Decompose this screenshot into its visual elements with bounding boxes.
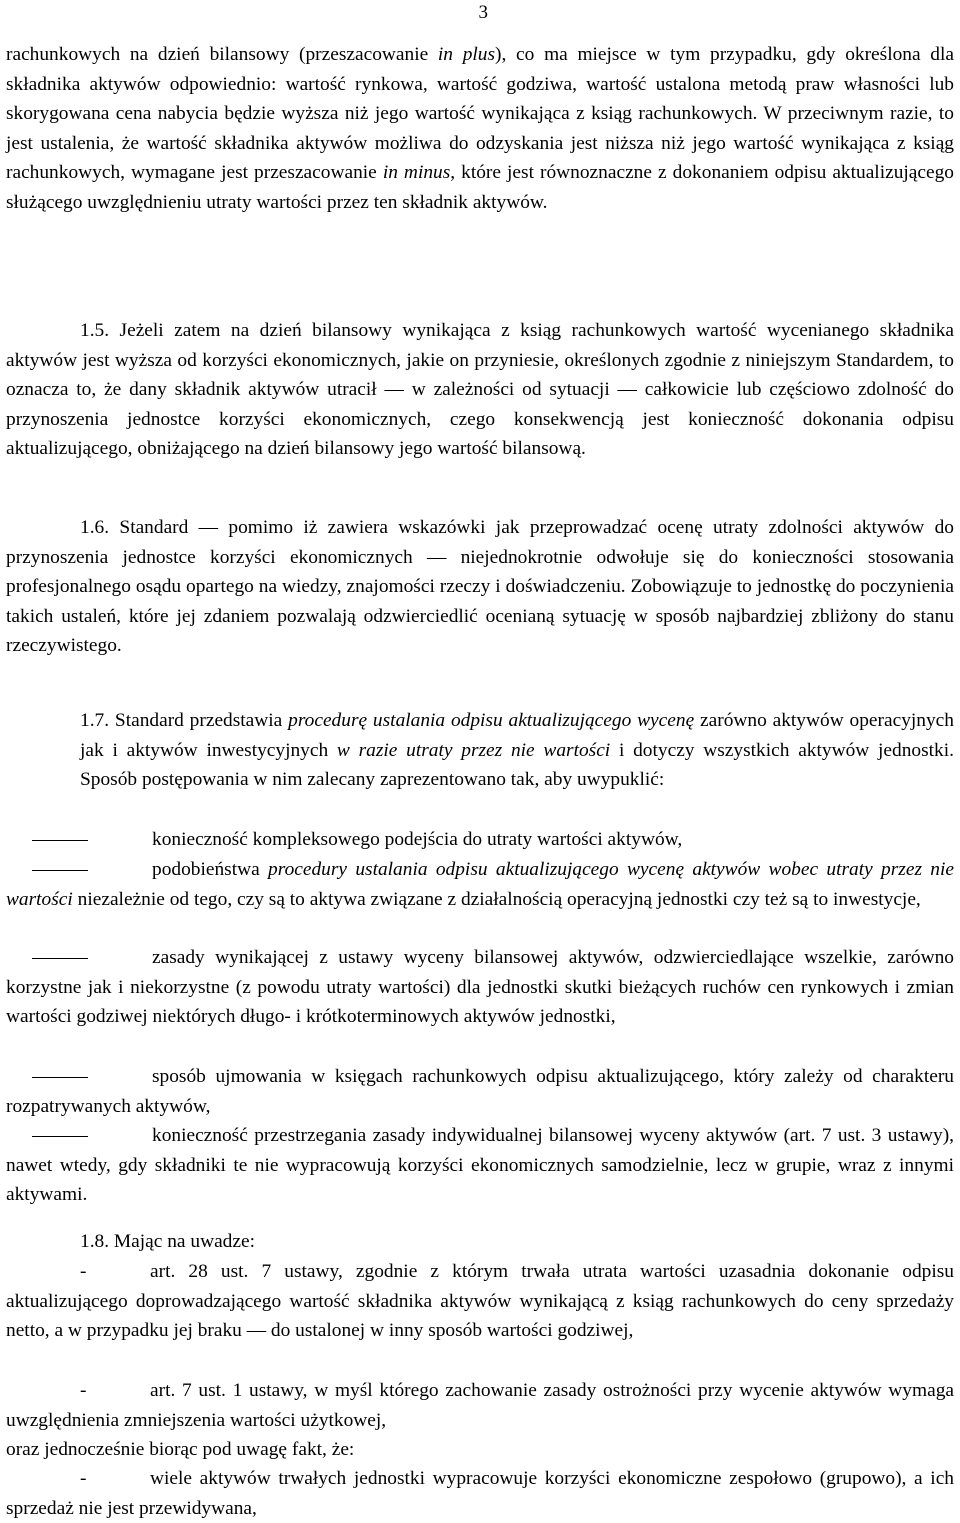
dash-marker: [32, 1136, 88, 1138]
dash-marker: [32, 840, 88, 842]
bullet-item: zasady wynikającej z ustawy wyceny bilansowej aktywów, odzwierciedlające wszelkie, zarówno korzystne jak i niekorzystne (z powodu utraty wartości) dla jednostki skutki bieżących ruchów cen rynkowych i zmian wartości godziwej niektórych długo- i krótkoterminowych aktywów jednostki,: [6, 947, 954, 1028]
page-number: 3: [478, 2, 488, 23]
paragraph-continuation: rachunkowych na dzień bilansowy (przeszacowanie in plus), co ma miejsce w tym przypadku, gdy określona dla składnika aktywów odpowiednio: wartość rynkowa, wartość godziwa, wartość ustalona metodą praw własności lub skorygowana cena nabycia będzie wyższa niż jego wartość wynikająca z ksiąg rachunkowych. W przeciwnym razie, to jest ustalenia, że wartość składnika aktywów możliwa do odzyskania jest niższa niż jego wartość wynikająca z ksiąg rachunkowych, wymagane jest przeszacowanie in minus, które jest równoznaczne z dokonaniem odpisu aktualizującego służącego uwzględnieniu utraty wartości przez ten składnik aktywów.: [6, 44, 954, 213]
paragraph-1-7: 1.7. Standard przedstawia procedurę ustalania odpisu aktualizującego wycenę zarówno aktywów operacyjnych jak i aktywów inwestycyjnych w razie utraty przez nie wartości i dotyczy wszystkich aktywów jednostki. Sposób postępowania w nim zalecany zaprezentowano tak, aby uwypuklić:: [80, 710, 954, 791]
bullet-item: konieczność kompleksowego podejścia do utraty wartości aktywów,: [6, 825, 954, 855]
hyphen-item: - wiele aktywów trwałych jednostki wypracowuje korzyści ekonomiczne zespołowo (grupowo), a ich sprzedaż nie jest przewidywana,: [6, 1464, 954, 1523]
hyphen-item: - art. 28 ust. 7 ustawy, zgodnie z którym trwała utrata wartości uzasadnia dokonanie odpisu aktualizującego doprowadzającego wartość składnika aktywów wynikającą z ksiąg rachunkowych do ceny sprzedaży netto, a w przypadku jej braku — do ustalonej w inny sposób wartości godziwej,: [6, 1257, 954, 1346]
paragraph-and: oraz jednocześnie biorąc pod uwagę fakt, że:: [6, 1439, 355, 1460]
hyphen-item: - art. 7 ust. 1 ustawy, w myśl którego zachowanie zasady ostrożności przy wycenie aktywów wymaga uwzględnienia zmniejszenia wartości użytkowej,: [6, 1376, 954, 1435]
paragraph-1-8: 1.8. Mając na uwadze:: [80, 1231, 255, 1252]
hyphen-marker: -: [80, 1261, 87, 1282]
dash-marker: [32, 958, 88, 960]
paragraph-1-6: 1.6. Standard — pomimo iż zawiera wskazówki jak przeprowadzać ocenę utraty zdolności aktywów do przynoszenia jednostce korzyści ekonomicznych — niejednokrotnie odwołuje się do konieczności stosowania profesjonalnego osądu opartego na wiedzy, znajomości rzeczy i doświadczeniu. Zobowiązuje to jednostkę do poczynienia takich ustaleń, które jej zdaniem pozwalają odzwierciedlić ocenianą sytuację w sposób najbardziej zbliżony do stanu rzeczywistego.: [6, 517, 954, 657]
dash-marker: [32, 1077, 88, 1079]
paragraph-1-5: 1.5. Jeżeli zatem na dzień bilansowy wynikająca z ksiąg rachunkowych wartość wycenianego składnika aktywów jest wyższa od korzyści ekonomicznych, jakie on przyniesie, określonych zgodnie z niniejszym Standardem, to oznacza to, że dany składnik aktywów utracił — w zależności od sytuacji — całkowicie lub częściowo zdolność do przynoszenia jednostce korzyści ekonomicznych, czego konsekwencją jest konieczność dokonania odpisu aktualizującego, obniżającego na dzień bilansowy jego wartość bilansową.: [6, 320, 954, 460]
bullet-item: konieczność przestrzegania zasady indywidualnej bilansowej wyceny aktywów (art. 7 ust. 3 ustawy), nawet wtedy, gdy składniki te nie wypracowują korzyści ekonomicznych samodzielnie, lecz w grupie, wraz z innymi aktywami.: [6, 1125, 954, 1206]
dash-marker: [32, 870, 88, 872]
hyphen-marker: -: [80, 1380, 87, 1401]
bullet-item: podobieństwa procedury ustalania odpisu aktualizującego wycenę aktywów wobec utraty przez nie wartości niezależnie od tego, czy są to aktywa związane z działalnością operacyjną jednostki czy też są to inwestycje,: [6, 859, 955, 910]
hyphen-marker: -: [80, 1468, 87, 1489]
bullet-item: sposób ujmowania w księgach rachunkowych odpisu aktualizującego, który zależy od charakteru rozpatrywanych aktywów,: [6, 1066, 954, 1117]
